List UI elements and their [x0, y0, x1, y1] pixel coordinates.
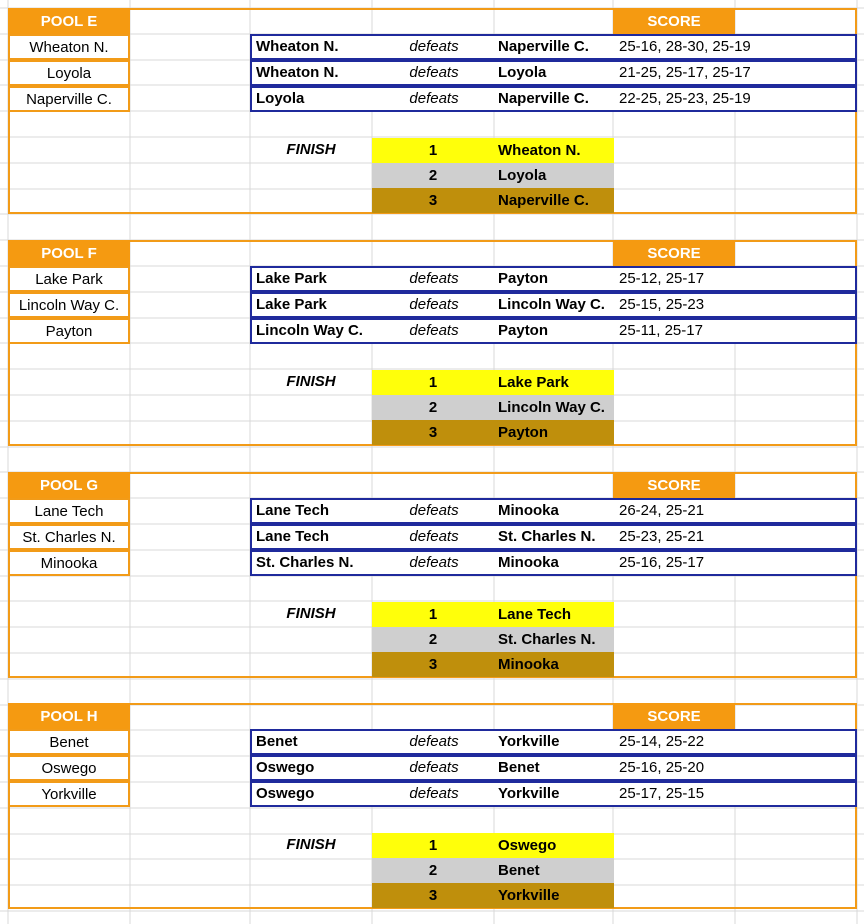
- match-winner: Lane Tech: [256, 528, 330, 545]
- place-third-number[interactable]: 3: [372, 652, 494, 677]
- place-third-team[interactable]: Yorkville: [494, 883, 614, 908]
- place-first-number[interactable]: 1: [372, 370, 494, 395]
- pool-title[interactable]: POOL G: [8, 472, 130, 499]
- team-cell[interactable]: St. Charles N.: [8, 524, 130, 550]
- match-loser: Loyola: [498, 64, 547, 81]
- match-loser: Payton: [498, 322, 549, 339]
- match-row[interactable]: [250, 755, 857, 781]
- match-score: 25-15, 25-23: [619, 296, 705, 313]
- match-winner: Wheaton N.: [256, 64, 339, 81]
- place-second-number[interactable]: 2: [372, 627, 494, 652]
- match-loser: Yorkville: [498, 785, 560, 802]
- match-verb: defeats: [409, 64, 459, 81]
- match-score: 26-24, 25-21: [619, 502, 705, 519]
- match-score: 25-14, 25-22: [619, 733, 705, 750]
- team-cell[interactable]: Payton: [8, 318, 130, 344]
- match-verb: defeats: [409, 270, 459, 287]
- match-winner: Loyola: [256, 90, 305, 107]
- match-row[interactable]: [250, 550, 857, 576]
- match-winner: Wheaton N.: [256, 38, 339, 55]
- match-verb: defeats: [409, 528, 459, 545]
- finish-label[interactable]: FINISH: [286, 141, 336, 158]
- match-row[interactable]: [250, 729, 857, 755]
- match-row[interactable]: [250, 498, 857, 524]
- place-second-team[interactable]: Loyola: [494, 163, 614, 188]
- score-header[interactable]: SCORE: [613, 240, 735, 267]
- team-cell[interactable]: Lake Park: [8, 266, 130, 292]
- place-second-team[interactable]: St. Charles N.: [494, 627, 614, 652]
- match-score: 25-23, 25-21: [619, 528, 705, 545]
- match-loser: Naperville C.: [498, 38, 589, 55]
- team-cell[interactable]: Lincoln Way C.: [8, 292, 130, 318]
- match-verb: defeats: [409, 785, 459, 802]
- finish-label[interactable]: FINISH: [286, 373, 336, 390]
- place-first-number[interactable]: 1: [372, 833, 494, 858]
- place-third-team[interactable]: Naperville C.: [494, 188, 614, 213]
- match-loser: Minooka: [498, 502, 559, 519]
- match-winner: Oswego: [256, 759, 315, 776]
- match-winner: Lincoln Way C.: [256, 322, 363, 339]
- match-loser: Payton: [498, 270, 549, 287]
- match-loser: Lincoln Way C.: [498, 296, 605, 313]
- match-loser: St. Charles N.: [498, 528, 596, 545]
- match-verb: defeats: [409, 38, 459, 55]
- score-header[interactable]: SCORE: [613, 8, 735, 35]
- place-third-number[interactable]: 3: [372, 188, 494, 213]
- team-cell[interactable]: Lane Tech: [8, 498, 130, 524]
- finish-label[interactable]: FINISH: [286, 605, 336, 622]
- match-winner: Lake Park: [256, 270, 327, 287]
- place-first-team[interactable]: Oswego: [494, 833, 614, 858]
- team-cell[interactable]: Benet: [8, 729, 130, 755]
- match-loser: Yorkville: [498, 733, 560, 750]
- match-row[interactable]: [250, 266, 857, 292]
- place-second-number[interactable]: 2: [372, 163, 494, 188]
- match-score: 21-25, 25-17, 25-17: [619, 64, 751, 81]
- match-score: 25-16, 25-20: [619, 759, 705, 776]
- match-winner: Benet: [256, 733, 298, 750]
- finish-label[interactable]: FINISH: [286, 836, 336, 853]
- match-loser: Minooka: [498, 554, 559, 571]
- match-verb: defeats: [409, 733, 459, 750]
- match-row[interactable]: [250, 34, 857, 60]
- match-verb: defeats: [409, 759, 459, 776]
- match-winner: Oswego: [256, 785, 315, 802]
- place-third-team[interactable]: Payton: [494, 420, 614, 445]
- match-verb: defeats: [409, 90, 459, 107]
- score-header[interactable]: SCORE: [613, 472, 735, 499]
- pool-title[interactable]: POOL F: [8, 240, 130, 267]
- place-first-number[interactable]: 1: [372, 602, 494, 627]
- place-second-team[interactable]: Benet: [494, 858, 614, 883]
- pool-title[interactable]: POOL H: [8, 703, 130, 730]
- place-first-number[interactable]: 1: [372, 138, 494, 163]
- match-score: 25-16, 25-17: [619, 554, 705, 571]
- match-row[interactable]: [250, 292, 857, 318]
- match-verb: defeats: [409, 502, 459, 519]
- team-cell[interactable]: Loyola: [8, 60, 130, 86]
- match-verb: defeats: [409, 296, 459, 313]
- place-third-number[interactable]: 3: [372, 420, 494, 445]
- team-cell[interactable]: Oswego: [8, 755, 130, 781]
- place-first-team[interactable]: Wheaton N.: [494, 138, 614, 163]
- match-verb: defeats: [409, 322, 459, 339]
- place-first-team[interactable]: Lake Park: [494, 370, 614, 395]
- place-first-team[interactable]: Lane Tech: [494, 602, 614, 627]
- match-score: 25-17, 25-15: [619, 785, 705, 802]
- match-score: 25-16, 28-30, 25-19: [619, 38, 751, 55]
- match-row[interactable]: [250, 781, 857, 807]
- match-verb: defeats: [409, 554, 459, 571]
- match-loser: Benet: [498, 759, 540, 776]
- match-loser: Naperville C.: [498, 90, 589, 107]
- team-cell[interactable]: Yorkville: [8, 781, 130, 807]
- place-third-team[interactable]: Minooka: [494, 652, 614, 677]
- place-second-number[interactable]: 2: [372, 395, 494, 420]
- match-row[interactable]: [250, 60, 857, 86]
- team-cell[interactable]: Naperville C.: [8, 86, 130, 112]
- match-score: 25-12, 25-17: [619, 270, 705, 287]
- match-winner: St. Charles N.: [256, 554, 354, 571]
- pool-title[interactable]: POOL E: [8, 8, 130, 35]
- place-second-number[interactable]: 2: [372, 858, 494, 883]
- team-cell[interactable]: Wheaton N.: [8, 34, 130, 60]
- place-third-number[interactable]: 3: [372, 883, 494, 908]
- place-second-team[interactable]: Lincoln Way C.: [494, 395, 614, 420]
- match-row[interactable]: [250, 524, 857, 550]
- team-cell[interactable]: Minooka: [8, 550, 130, 576]
- score-header[interactable]: SCORE: [613, 703, 735, 730]
- match-winner: Lake Park: [256, 296, 327, 313]
- match-winner: Lane Tech: [256, 502, 330, 519]
- match-row[interactable]: [250, 318, 857, 344]
- match-row[interactable]: [250, 86, 857, 112]
- match-score: 25-11, 25-17: [619, 322, 703, 339]
- match-score: 22-25, 25-23, 25-19: [619, 90, 751, 107]
